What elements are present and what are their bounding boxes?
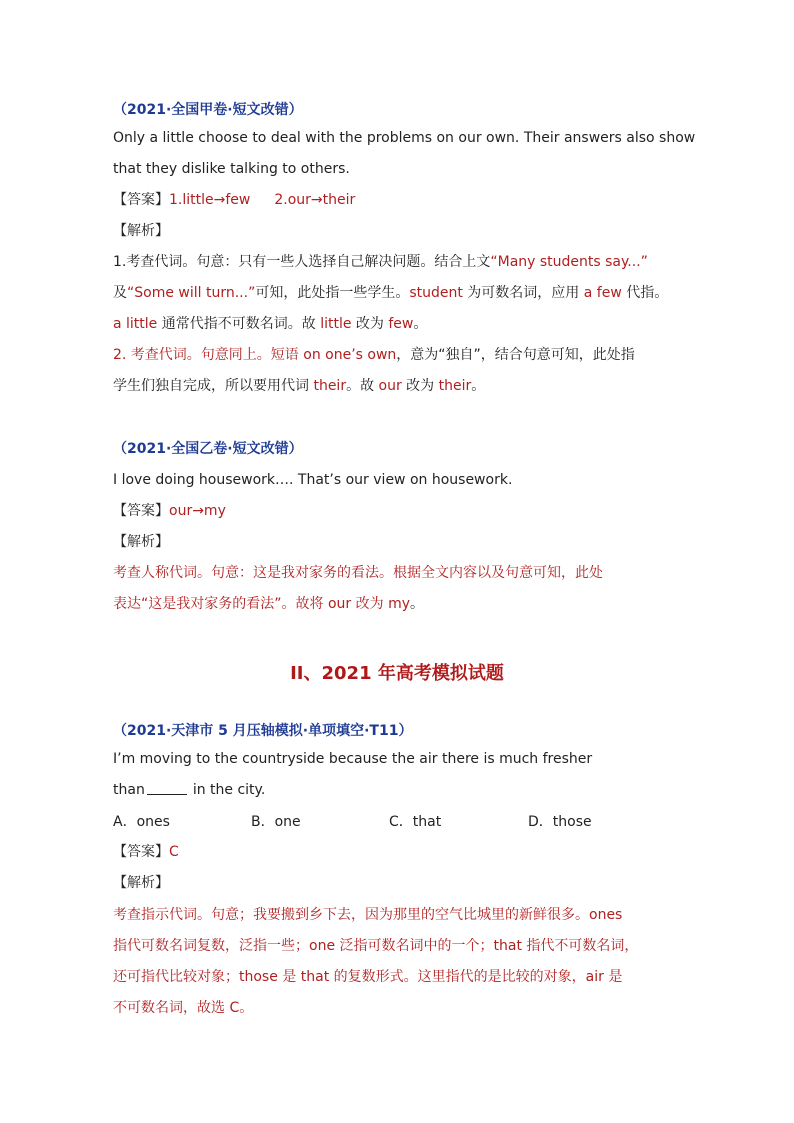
analysis-segment: 及 bbox=[113, 285, 127, 301]
analysis-segment: 。 bbox=[413, 316, 428, 332]
passage-text: I love doing housework…. That’s our view on housework. bbox=[113, 472, 513, 488]
analysis-segment: 指代不可数名词， bbox=[521, 938, 639, 954]
answer-value: 1.little→few bbox=[169, 192, 251, 208]
analysis-segment: 为可数名词，应用 bbox=[462, 285, 584, 301]
question-text: I’m moving to the countryside because the air there is much fresher bbox=[113, 751, 593, 767]
answer-line bbox=[113, 502, 226, 520]
analysis-segment: 表达“这是我对家务的看法”。故将 bbox=[113, 596, 328, 612]
analysis-keyword: our bbox=[327, 596, 352, 612]
answer-tag: 【答案】 bbox=[113, 192, 169, 208]
analysis-keyword: my bbox=[388, 596, 411, 612]
analysis-segment: 学生们独自完成，所以要用代词 bbox=[113, 378, 314, 394]
analysis-segment: 是 bbox=[603, 969, 623, 985]
analysis-segment: 通常代指不可数名词。故 bbox=[157, 316, 321, 332]
question-segment: than bbox=[113, 782, 145, 798]
answer-line bbox=[113, 843, 179, 861]
fill-blank bbox=[147, 781, 187, 795]
answer-value: 2.our→their bbox=[274, 192, 356, 208]
analysis-segment: 泛指可数名词中的一个； bbox=[335, 938, 494, 954]
analysis-text bbox=[113, 253, 648, 271]
analysis-keyword: on one’s own bbox=[303, 347, 397, 363]
option-a: A．ones bbox=[113, 814, 170, 830]
analysis-keyword: student bbox=[409, 285, 463, 301]
analysis-text bbox=[113, 937, 638, 955]
analysis-segment: 考查指示代词。句意；我要搬到乡下去，因为那里的空气比城里的新鲜很多。 bbox=[113, 907, 589, 923]
analysis-segment: 。 bbox=[471, 378, 486, 394]
analysis-segment: 的复数形式。这里指代的是比较的对象， bbox=[329, 969, 586, 985]
source-label: （2021·全国乙卷·短文改错） bbox=[113, 441, 303, 457]
option-b: B．one bbox=[251, 814, 301, 830]
analysis-quote: “Many students say...” bbox=[490, 254, 648, 270]
option-c: C．that bbox=[389, 814, 442, 830]
analysis-keyword: our bbox=[378, 378, 402, 394]
analysis-text: 考查人称代词。句意：这是我对家务的看法。根据全文内容以及句意可知，此处 bbox=[113, 565, 603, 581]
analysis-text bbox=[113, 906, 622, 924]
analysis-text bbox=[113, 284, 668, 302]
source-label: （2021·天津市 5 月压轴模拟·单项填空·T11） bbox=[113, 723, 413, 739]
analysis-keyword: that bbox=[493, 938, 522, 954]
analysis-text bbox=[113, 315, 427, 333]
analysis-tag: 【解析】 bbox=[113, 875, 169, 891]
analysis-keyword: that bbox=[300, 969, 330, 985]
analysis-segment: 还可指代比较对象； bbox=[113, 969, 239, 985]
analysis-keyword: one bbox=[309, 938, 336, 954]
analysis-keyword: few bbox=[388, 316, 414, 332]
analysis-segment: 是 bbox=[277, 969, 301, 985]
analysis-text bbox=[113, 346, 635, 364]
analysis-keyword: those bbox=[239, 969, 278, 985]
analysis-keyword: their bbox=[313, 378, 347, 394]
analysis-text bbox=[113, 595, 424, 613]
analysis-segment: 可知，此处指一些学生。 bbox=[255, 285, 410, 301]
source-label: （2021·全国甲卷·短文改错） bbox=[113, 102, 303, 118]
analysis-segment: ，意为“独自”，结合句意可知，此处指 bbox=[396, 347, 635, 363]
analysis-quote: “Some will turn...” bbox=[127, 285, 256, 301]
question-text bbox=[113, 781, 265, 799]
option-d: D．those bbox=[528, 814, 592, 830]
analysis-keyword: a few bbox=[583, 285, 622, 301]
analysis-keyword: a little bbox=[113, 316, 158, 332]
analysis-segment: 改为 bbox=[401, 378, 439, 394]
analysis-segment: 代指。 bbox=[621, 285, 669, 301]
analysis-keyword: little bbox=[320, 316, 352, 332]
analysis-segment: 指代可数名词复数，泛指一些； bbox=[113, 938, 309, 954]
section-heading: II、2021 年高考模拟试题 bbox=[290, 663, 504, 684]
analysis-keyword: air bbox=[585, 969, 604, 985]
answer-tag: 【答案】 bbox=[113, 844, 169, 860]
answer-value: C bbox=[169, 844, 179, 860]
analysis-text: 不可数名词，故选 C。 bbox=[113, 1000, 254, 1016]
question-segment: in the city. bbox=[192, 782, 266, 798]
answer-tag: 【答案】 bbox=[113, 503, 169, 519]
analysis-segment: 。 bbox=[410, 596, 425, 612]
analysis-segment: 。故 bbox=[346, 378, 379, 394]
analysis-keyword: ones bbox=[589, 907, 623, 923]
analysis-text bbox=[113, 377, 485, 395]
analysis-segment: 改为 bbox=[351, 596, 389, 612]
answer-line bbox=[113, 191, 355, 209]
analysis-segment: 2. 考查代词。句意同上。短语 bbox=[113, 347, 304, 363]
passage-text: Only a little choose to deal with the problems on our own. Their answers also show bbox=[113, 130, 696, 146]
analysis-tag: 【解析】 bbox=[113, 534, 169, 550]
analysis-text bbox=[113, 968, 622, 986]
analysis-segment: 改为 bbox=[351, 316, 389, 332]
answer-value: our→my bbox=[169, 503, 226, 519]
analysis-keyword: their bbox=[438, 378, 472, 394]
analysis-segment: 1.考查代词。句意：只有一些人选择自己解决问题。结合上文 bbox=[113, 254, 491, 270]
passage-text: that they dislike talking to others. bbox=[113, 161, 350, 177]
analysis-tag: 【解析】 bbox=[113, 223, 169, 239]
